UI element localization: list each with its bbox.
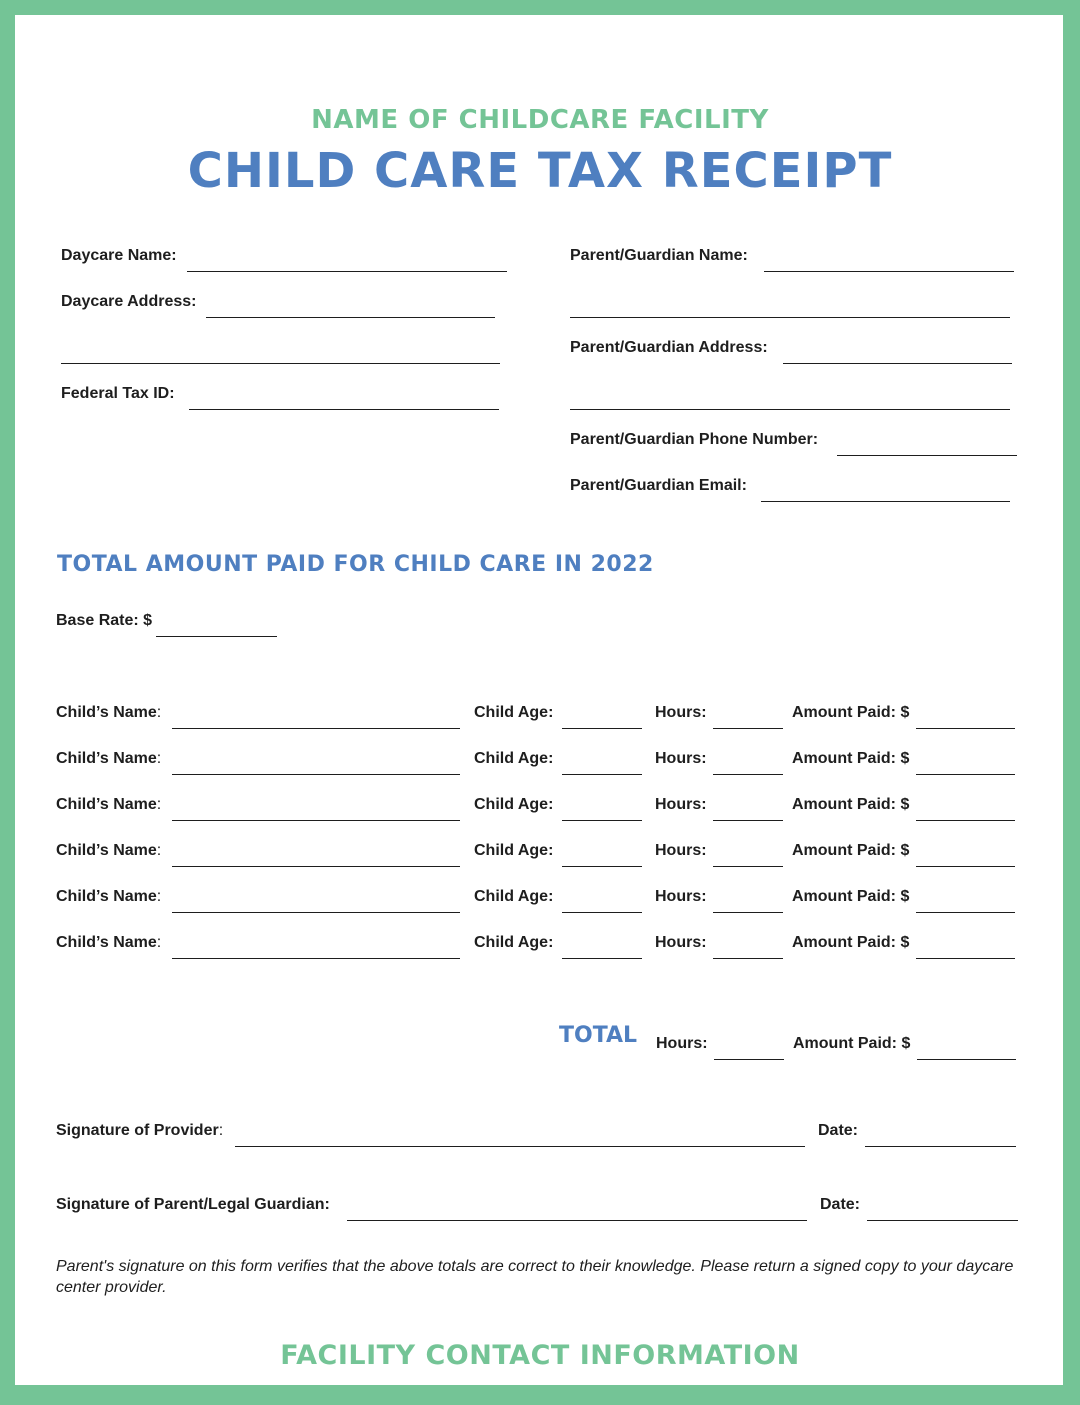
amount-paid-label: Amount Paid: $ xyxy=(792,750,910,767)
receipt-sheet xyxy=(15,15,1063,1385)
facility-name-heading: NAME OF CHILDCARE FACILITY xyxy=(311,105,769,135)
child-name-field[interactable] xyxy=(172,820,460,821)
hours-label: Hours: xyxy=(655,888,707,905)
guardian-email-label: Parent/Guardian Email: xyxy=(570,477,747,494)
child-age-label: Child Age: xyxy=(474,796,554,813)
amount-paid-field[interactable] xyxy=(916,774,1015,775)
child-name-field[interactable] xyxy=(172,912,460,913)
provider-signature-field[interactable] xyxy=(235,1146,805,1147)
child-age-field[interactable] xyxy=(562,728,642,729)
base-rate-label: Base Rate: $ xyxy=(56,612,153,629)
child-name-colon: : xyxy=(156,750,162,767)
total-heading: TOTAL xyxy=(559,1023,638,1048)
child-name-label-text: Child’s Name xyxy=(56,888,157,905)
child-name-field[interactable] xyxy=(172,774,460,775)
page-title: CHILD CARE TAX RECEIPT xyxy=(187,143,893,199)
provider-signature-label xyxy=(56,1122,223,1140)
child-name-label xyxy=(56,842,161,860)
child-name-colon: : xyxy=(156,704,162,721)
child-name-field[interactable] xyxy=(172,866,460,867)
child-age-field[interactable] xyxy=(562,866,642,867)
child-name-colon: : xyxy=(156,796,162,813)
child-name-label-text: Child’s Name xyxy=(56,842,157,859)
daycare-address-label: Daycare Address: xyxy=(61,293,197,310)
child-name-field[interactable] xyxy=(172,728,460,729)
provider-signature-label-text: Signature of Provider xyxy=(56,1122,219,1139)
child-name-field[interactable] xyxy=(172,958,460,959)
child-name-label-text: Child’s Name xyxy=(56,934,157,951)
hours-label: Hours: xyxy=(655,704,707,721)
amount-paid-field[interactable] xyxy=(916,958,1015,959)
child-name-label xyxy=(56,934,161,952)
hours-field[interactable] xyxy=(713,820,783,821)
amount-paid-label: Amount Paid: $ xyxy=(792,934,910,951)
total-amount-field[interactable] xyxy=(917,1059,1016,1060)
child-age-label: Child Age: xyxy=(474,704,554,721)
payments-section-title: TOTAL AMOUNT PAID FOR CHILD CARE IN 2022 xyxy=(57,552,654,577)
child-name-label xyxy=(56,704,161,722)
guardian-phone-field[interactable] xyxy=(837,455,1017,456)
base-rate-field[interactable] xyxy=(156,636,277,637)
hours-field[interactable] xyxy=(713,866,783,867)
hours-label: Hours: xyxy=(655,842,707,859)
provider-date-field[interactable] xyxy=(865,1146,1016,1147)
guardian-address-line-2[interactable] xyxy=(570,409,1010,410)
guardian-address-field[interactable] xyxy=(783,363,1012,364)
parent-signature-field[interactable] xyxy=(347,1220,807,1221)
facility-contact-heading: FACILITY CONTACT INFORMATION xyxy=(280,1340,800,1371)
hours-field[interactable] xyxy=(713,774,783,775)
child-age-field[interactable] xyxy=(562,774,642,775)
provider-date-label: Date: xyxy=(818,1122,859,1139)
amount-paid-label: Amount Paid: $ xyxy=(792,888,910,905)
hours-label: Hours: xyxy=(655,934,707,951)
child-age-label: Child Age: xyxy=(474,888,554,905)
child-name-label-text: Child’s Name xyxy=(56,796,157,813)
parent-date-label: Date: xyxy=(820,1196,861,1213)
federal-tax-id-label: Federal Tax ID: xyxy=(61,385,175,402)
amount-paid-label: Amount Paid: $ xyxy=(792,796,910,813)
hours-label: Hours: xyxy=(655,796,707,813)
verification-note: Parent's signature on this form verifies that the above totals are correct to their knowledge. Please return a signed copy to your daycare center provider. xyxy=(56,1258,1014,1296)
amount-paid-label: Amount Paid: $ xyxy=(792,704,910,721)
child-age-label: Child Age: xyxy=(474,750,554,767)
parent-date-field[interactable] xyxy=(867,1220,1018,1221)
daycare-name-field[interactable] xyxy=(187,271,507,272)
child-name-label-text: Child’s Name xyxy=(56,750,157,767)
daycare-address-line-2[interactable] xyxy=(61,363,500,364)
total-amount-label: Amount Paid: $ xyxy=(793,1035,911,1052)
hours-field[interactable] xyxy=(713,728,783,729)
child-name-colon: : xyxy=(156,888,162,905)
hours-label: Hours: xyxy=(655,750,707,767)
provider-signature-colon: : xyxy=(218,1122,224,1139)
guardian-email-field[interactable] xyxy=(761,501,1010,502)
child-name-label-text: Child’s Name xyxy=(56,704,157,721)
guardian-address-label: Parent/Guardian Address: xyxy=(570,339,768,356)
guardian-name-field[interactable] xyxy=(764,271,1014,272)
hours-field[interactable] xyxy=(713,912,783,913)
guardian-name-label: Parent/Guardian Name: xyxy=(570,247,748,264)
guardian-name-line-2[interactable] xyxy=(570,317,1010,318)
child-name-colon: : xyxy=(156,934,162,951)
daycare-name-label: Daycare Name: xyxy=(61,247,177,264)
guardian-phone-label: Parent/Guardian Phone Number: xyxy=(570,431,819,448)
child-name-colon: : xyxy=(156,842,162,859)
parent-signature-label: Signature of Parent/Legal Guardian: xyxy=(56,1196,330,1213)
child-age-field[interactable] xyxy=(562,820,642,821)
child-name-label xyxy=(56,888,161,906)
amount-paid-field[interactable] xyxy=(916,820,1015,821)
total-hours-field[interactable] xyxy=(714,1059,784,1060)
child-age-label: Child Age: xyxy=(474,842,554,859)
amount-paid-field[interactable] xyxy=(916,912,1015,913)
total-hours-label: Hours: xyxy=(656,1035,708,1052)
child-age-field[interactable] xyxy=(562,958,642,959)
child-age-field[interactable] xyxy=(562,912,642,913)
amount-paid-field[interactable] xyxy=(916,866,1015,867)
daycare-address-field[interactable] xyxy=(206,317,495,318)
amount-paid-field[interactable] xyxy=(916,728,1015,729)
amount-paid-label: Amount Paid: $ xyxy=(792,842,910,859)
hours-field[interactable] xyxy=(713,958,783,959)
child-name-label xyxy=(56,750,161,768)
child-age-label: Child Age: xyxy=(474,934,554,951)
child-name-label xyxy=(56,796,161,814)
federal-tax-id-field[interactable] xyxy=(189,409,499,410)
